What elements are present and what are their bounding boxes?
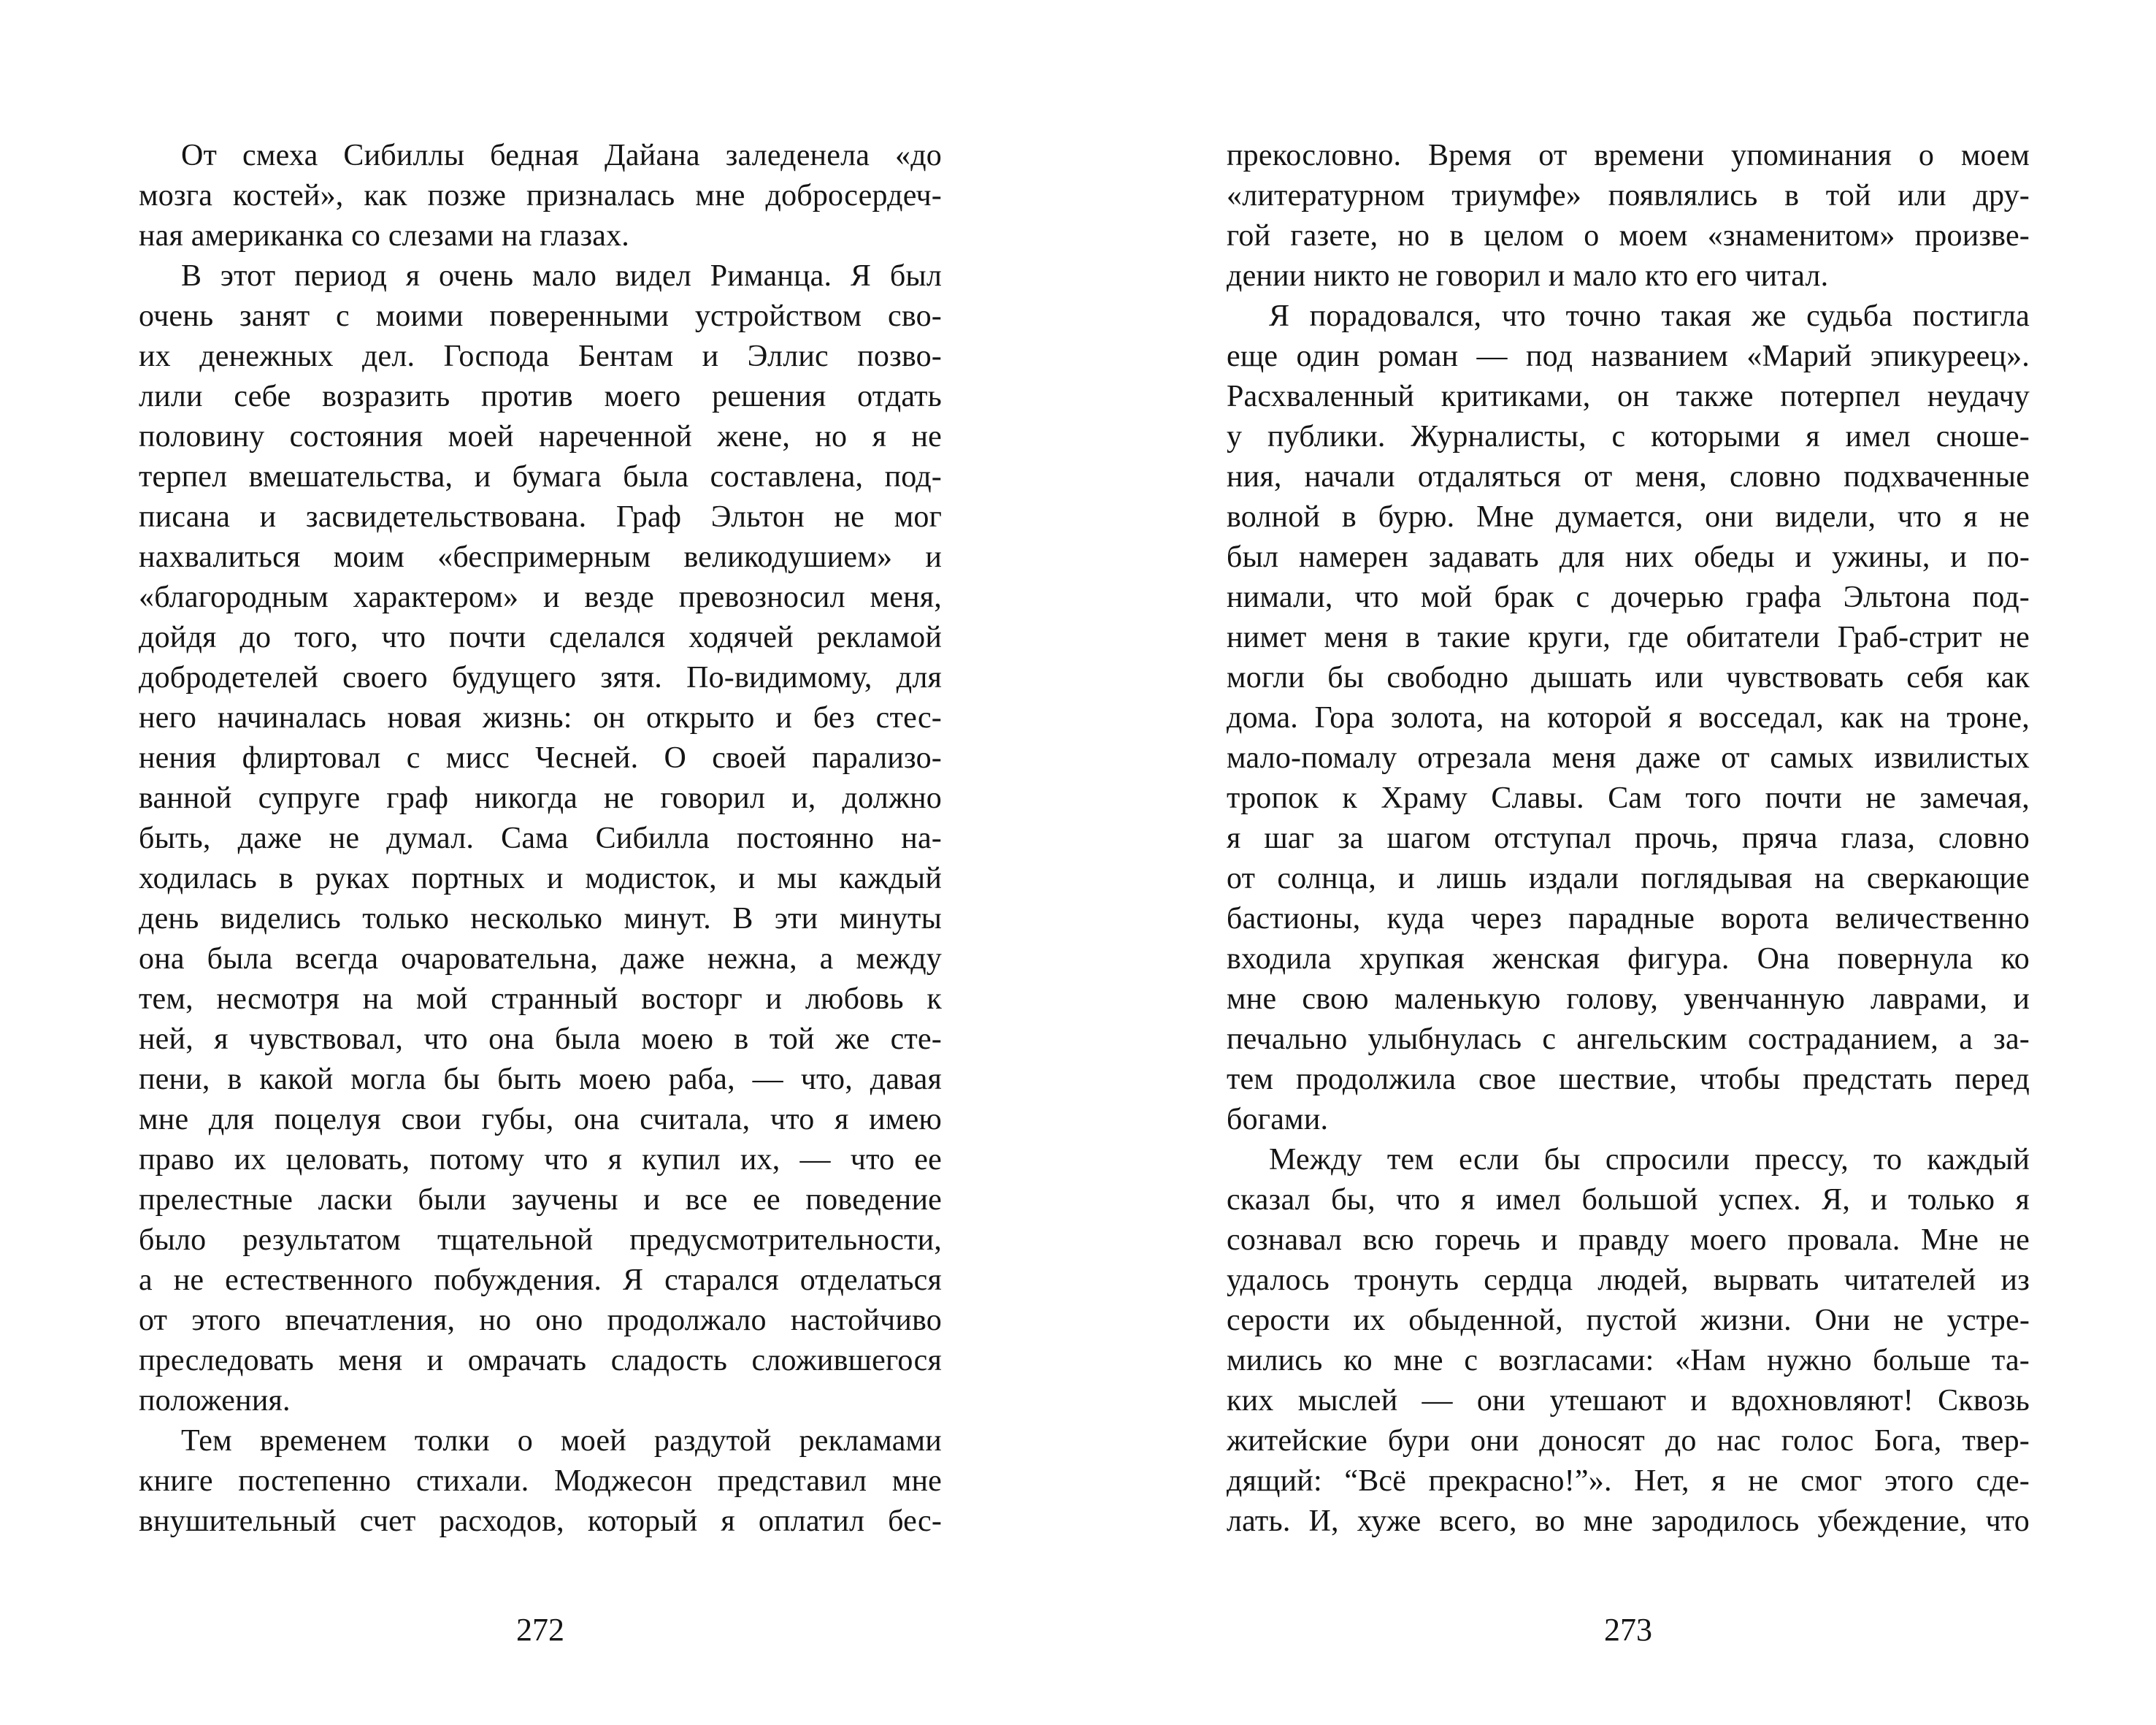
text-line: ней, я чувствовал, что она была моею в той же сте- xyxy=(139,1022,942,1056)
text-line: серости их обыденной, пустой жизни. Они не устре- xyxy=(1227,1304,2030,1337)
text-line: него начиналась новая жизнь: он открыто и без стес- xyxy=(139,701,942,735)
text-line: внушительный счет расходов, который я оплатил бес- xyxy=(139,1504,942,1538)
text-line: положения. xyxy=(139,1384,291,1418)
text-line: дящий: “Всё прекрасно!”». Нет, я не смог этого сде- xyxy=(1227,1464,2030,1498)
page-number: 272 xyxy=(516,1612,564,1648)
page-text-column xyxy=(1227,136,2030,1542)
text-line: сказал бы, что я имел большой успех. Я, и только я xyxy=(1227,1183,2030,1217)
text-line: преследовать меня и омрачать сладость сложившегося xyxy=(139,1344,942,1377)
text-line: «благородным характером» и везде превозносил меня, xyxy=(139,581,942,614)
text-line: мились ко мне с возгласами: «Нам нужно больше та- xyxy=(1227,1344,2030,1377)
text-line: Тем временем толки о моей раздутой рекламами xyxy=(181,1424,942,1458)
text-line: «литературном триумфе» появлялись в той или дру- xyxy=(1227,179,2030,213)
text-line: ких мыслей — они утешают и вдохновляют! Сквозь xyxy=(1227,1384,2030,1418)
text-line: добродетелей своего будущего зятя. По-видимому, для xyxy=(139,661,942,695)
text-line: нимали, что мой брак с дочерью графа Эльтона под- xyxy=(1227,581,2030,614)
text-line: От смеха Сибиллы бедная Дайана заледенела «до xyxy=(181,139,942,172)
text-line: ная американка со слезами на глазах. xyxy=(139,219,630,253)
text-line: ходилась в руках портных и модисток, и мы каждый xyxy=(139,862,942,895)
text-line: дении никто не говорил и мало кто его читал. xyxy=(1227,259,1829,293)
text-line: мне свою маленькую голову, увенчанную лаврами, и xyxy=(1227,982,2030,1016)
text-line: книге постепенно стихали. Моджесон представил мне xyxy=(139,1464,942,1498)
text-line: от этого впечатления, но оно продолжало настойчиво xyxy=(139,1304,942,1337)
text-line: тем, несмотря на мой странный восторг и любовь к xyxy=(139,982,942,1016)
text-line: прекословно. Время от времени упоминания о моем xyxy=(1227,139,2030,172)
book-page-right xyxy=(1078,0,2156,1725)
text-line: мало-помалу отрезала меня даже от самых извилистых xyxy=(1227,741,2030,775)
text-line: ния, начали отдаляться от меня, словно подхваченные xyxy=(1227,460,2030,494)
text-line: нахвалиться моим «беспримерным великодушием» и xyxy=(139,540,942,574)
text-line: тропок к Храму Славы. Сам того почти не замечая, xyxy=(1227,781,2030,815)
text-line: могли бы свободно дышать или чувствовать себя как xyxy=(1227,661,2030,695)
page-number: 273 xyxy=(1604,1612,1652,1648)
text-line: лили себе возразить против моего решения отдать xyxy=(139,380,942,413)
text-line: их денежных дел. Господа Бентам и Эллис позво- xyxy=(139,340,942,373)
text-line: гой газете, но в целом о моем «знаменитом» произве- xyxy=(1227,219,2030,253)
text-line: входила хрупкая женская фигура. Она повернула ко xyxy=(1227,942,2030,976)
text-line: нения флиртовал с мисс Чесней. О своей парализо- xyxy=(139,741,942,775)
text-line: половину состояния моей нареченной жене, но я не xyxy=(139,420,942,454)
text-line: еще один роман — под названием «Марий эпикуреец». xyxy=(1227,340,2030,373)
text-line: а не естественного побуждения. Я старался отделаться xyxy=(139,1263,942,1297)
text-line: она была всегда очаровательна, даже нежна, а между xyxy=(139,942,942,976)
text-line: печально улыбнулась с ангельским состраданием, а за- xyxy=(1227,1022,2030,1056)
text-line: ванной супруге граф никогда не говорил и, должно xyxy=(139,781,942,815)
text-line: быть, даже не думал. Сама Сибилла постоянно на- xyxy=(139,822,942,855)
text-line: прелестные ласки были заучены и все ее поведение xyxy=(139,1183,942,1217)
text-line: право их целовать, потому что я купил их, — что ее xyxy=(139,1143,942,1177)
text-line: писана и засвидетельствована. Граф Эльтон не мог xyxy=(139,500,942,534)
text-line: житейские бури они доносят до нас голос Бога, твер- xyxy=(1227,1424,2030,1458)
text-line: сознавал всю горечь и правду моего провала. Мне не xyxy=(1227,1223,2030,1257)
text-line: Расхваленный критиками, он также потерпел неудачу xyxy=(1227,380,2030,413)
text-line: Между тем если бы спросили прессу, то каждый xyxy=(1269,1143,2030,1177)
text-line: В этот период я очень мало видел Риманца. Я был xyxy=(181,259,942,293)
text-line: Я порадовался, что точно такая же судьба постигла xyxy=(1269,299,2030,333)
text-line: волной в бурю. Мне думается, они видели, что я не xyxy=(1227,500,2030,534)
text-line: богами. xyxy=(1227,1103,1329,1136)
text-line: очень занят с моими поверенными устройством сво- xyxy=(139,299,942,333)
text-line: лать. И, хуже всего, во мне зародилось убеждение, что xyxy=(1227,1504,2030,1538)
text-line: у публики. Журналисты, с которыми я имел сноше- xyxy=(1227,420,2030,454)
text-line: было результатом тщательной предусмотрительности, xyxy=(139,1223,942,1257)
text-line: пени, в какой могла бы быть моею раба, — что, давая xyxy=(139,1063,942,1096)
text-line: день виделись только несколько минут. В эти минуты xyxy=(139,902,942,936)
text-line: я шаг за шагом отступал прочь, пряча глаза, словно xyxy=(1227,822,2030,855)
text-line: удалось тронуть сердца людей, вырвать читателей из xyxy=(1227,1263,2030,1297)
text-line: мне для поцелуя свои губы, она считала, что я имею xyxy=(139,1103,942,1136)
text-line: от солнца, и лишь издали поглядывая на сверкающие xyxy=(1227,862,2030,895)
text-line: мозга костей», как позже призналась мне добросердеч- xyxy=(139,179,942,213)
text-line: был намерен задавать для них обеды и ужины, и по- xyxy=(1227,540,2030,574)
text-line: нимет меня в такие круги, где обитатели Граб-стрит не xyxy=(1227,621,2030,654)
text-line: дойдя до того, что почти сделался ходячей рекламой xyxy=(139,621,942,654)
text-line: дома. Гора золота, на которой я восседал, как на троне, xyxy=(1227,701,2030,735)
text-line: тем продолжила свое шествие, чтобы предстать перед xyxy=(1227,1063,2030,1096)
text-line: терпел вмешательства, и бумага была составлена, под- xyxy=(139,460,942,494)
page-text-column xyxy=(139,136,942,1542)
text-line: бастионы, куда через парадные ворота величественно xyxy=(1227,902,2030,936)
